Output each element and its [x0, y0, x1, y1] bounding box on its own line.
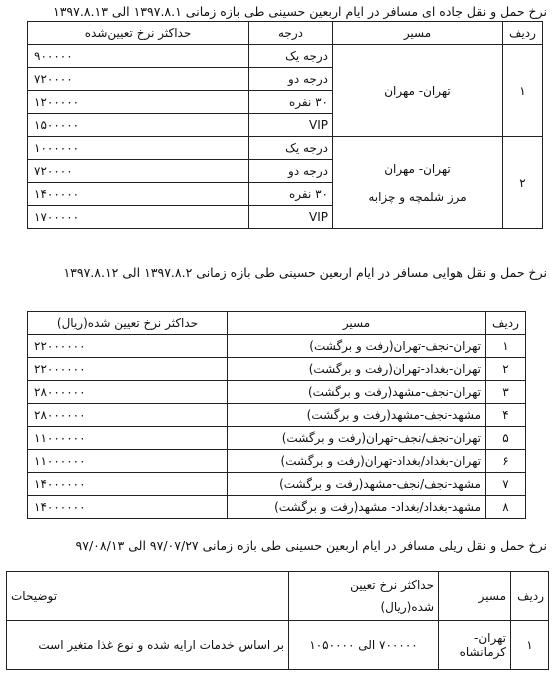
- notes-cell: بر اساس خدمات ارایه شده و نوع غذا متغیر است: [7, 621, 289, 670]
- route-cell: تهران-نجف-تهران(رفت و برگشت): [228, 335, 486, 358]
- rate-cell: ۷۲۰۰۰۰: [28, 160, 249, 183]
- route-line: تهران- مهران: [384, 83, 451, 98]
- header-notes: توضیحات: [7, 572, 289, 621]
- air-table-title: نرخ حمل و نقل هوایی مسافر در ایام اربعین حسینی طی بازه زمانی ۱۳۹۷.۸.۲ الی ۱۳۹۷.۸.۱۲: [63, 265, 547, 280]
- table-row: [28, 404, 526, 427]
- row-number: ۱: [503, 45, 543, 137]
- table-row: [28, 427, 526, 450]
- grade-cell: درجه دو: [249, 68, 333, 91]
- row-number: ۴: [486, 404, 526, 427]
- rate-cell: ۱۷۰۰۰۰۰: [28, 206, 249, 229]
- route-cell: تهران-بغداد-تهران(رفت و برگشت): [228, 358, 486, 381]
- header-max-rate: حداکثر نرخ تعیین‌شده: [28, 22, 249, 45]
- table-row: [28, 358, 526, 381]
- header-row-number: ردیف: [511, 572, 549, 621]
- row-number: ۱: [486, 335, 526, 358]
- grade-cell: VIP: [249, 114, 333, 137]
- header-max-rate: حداکثر نرخ تعیین شده(ریال): [289, 572, 439, 621]
- route-cell: تهران-نجف-مشهد(رفت و برگشت): [228, 381, 486, 404]
- table-row: [28, 381, 526, 404]
- route-cell: [333, 137, 503, 229]
- row-number: ۱: [511, 621, 549, 670]
- rate-cell: ۱۴۰۰۰۰۰: [28, 183, 249, 206]
- table-row: [28, 335, 526, 358]
- row-number: ۲: [486, 358, 526, 381]
- rate-cell: ۱۱۰۰۰۰۰۰: [28, 450, 228, 473]
- rate-cell: ۹۰۰۰۰۰: [28, 45, 249, 68]
- header-max-rate: حداکثر نرخ تعیین شده(ریال): [28, 312, 228, 335]
- row-number: ۷: [486, 473, 526, 496]
- header-route: مسیر: [228, 312, 486, 335]
- grade-cell: ۳۰ نفره: [249, 183, 333, 206]
- grade-cell: ۳۰ نفره: [249, 91, 333, 114]
- table-row: [28, 473, 526, 496]
- route-line: تهران- مهران: [384, 161, 451, 176]
- route-cell: تهران- کرمانشاه: [439, 621, 511, 670]
- row-number: ۲: [503, 137, 543, 229]
- rate-cell: ۲۲۰۰۰۰۰۰: [28, 335, 228, 358]
- row-number: ۸: [486, 496, 526, 519]
- table-row: [28, 450, 526, 473]
- rate-cell: ۱۲۰۰۰۰۰: [28, 91, 249, 114]
- header-route: مسیر: [333, 22, 503, 45]
- rate-cell: ۱۴۰۰۰۰۰۰: [28, 473, 228, 496]
- table-row: [28, 137, 543, 160]
- rate-cell: ۲۸۰۰۰۰۰۰: [28, 404, 228, 427]
- air-fare-table: [27, 311, 526, 519]
- route-cell: مشهد-نجف/نجف-مشهد(رفت و برگشت): [228, 473, 486, 496]
- row-number: ۵: [486, 427, 526, 450]
- header-row-number: ردیف: [486, 312, 526, 335]
- route-line: مرز شلمچه و چزابه: [368, 189, 467, 204]
- rail-fare-table-visible: [6, 571, 549, 670]
- rate-cell: ۲۲۰۰۰۰۰۰: [28, 358, 228, 381]
- header-row-number: ردیف: [503, 22, 543, 45]
- rate-cell: ۷۰۰۰۰۰ الی ۱۰۵۰۰۰۰: [289, 621, 439, 670]
- grade-cell: درجه یک: [249, 45, 333, 68]
- table-header-row: [28, 312, 526, 335]
- table-row: [28, 45, 543, 68]
- rail-table-title: نرخ حمل و نقل ریلی مسافر در ایام اربعین حسینی طی بازه زمانی ۹۷/۰۷/۲۷ الی ۹۷/۰۸/۱۳: [75, 538, 547, 553]
- route-cell: مشهد-بغداد/بغداد- مشهد(رفت و برگشت): [228, 496, 486, 519]
- rate-cell: ۱۵۰۰۰۰۰: [28, 114, 249, 137]
- grade-cell: درجه دو: [249, 160, 333, 183]
- route-cell: تهران-بغداد/بغداد-تهران(رفت و برگشت): [228, 450, 486, 473]
- rate-cell: ۱۴۰۰۰۰۰۰: [28, 496, 228, 519]
- route-cell: تهران-نجف/نجف-تهران(رفت و برگشت): [228, 427, 486, 450]
- header-grade: درجه: [249, 22, 333, 45]
- table-row: [28, 496, 526, 519]
- grade-cell: درجه یک: [249, 137, 333, 160]
- header-route: مسیر: [439, 572, 511, 621]
- route-cell: مشهد-نجف-مشهد(رفت و برگشت): [228, 404, 486, 427]
- route-cell: [333, 45, 503, 137]
- rate-cell: ۱۱۰۰۰۰۰۰: [28, 427, 228, 450]
- table-row: [7, 621, 549, 670]
- road-table-title: نرخ حمل و نقل جاده ای مسافر در ایام اربعین حسینی طی بازه زمانی ۱۳۹۷.۸.۱ الی ۱۳۹۷.۸.۱۳: [52, 4, 547, 19]
- row-number: ۳: [486, 381, 526, 404]
- rate-cell: ۷۲۰۰۰۰: [28, 68, 249, 91]
- table-header-row: [28, 22, 543, 45]
- road-fare-table: [27, 21, 543, 229]
- grade-cell: VIP: [249, 206, 333, 229]
- table-header-row: [7, 572, 549, 621]
- rate-cell: ۲۸۰۰۰۰۰۰: [28, 381, 228, 404]
- row-number: ۶: [486, 450, 526, 473]
- rate-cell: ۱۰۰۰۰۰۰: [28, 137, 249, 160]
